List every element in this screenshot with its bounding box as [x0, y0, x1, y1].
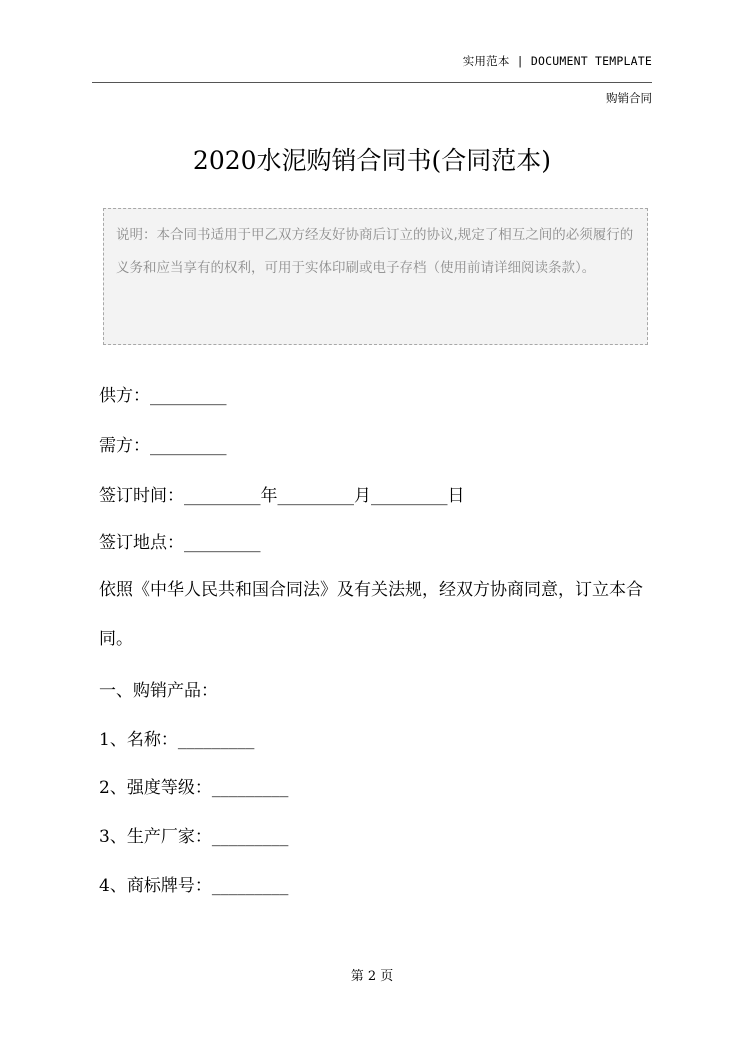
section-heading: 一、购销产品： — [99, 681, 218, 701]
header-document-type: 购销合同 — [606, 91, 652, 105]
document-title: 2020水泥购销合同书(合同范本) — [192, 146, 552, 175]
sign-time-field: 签订时间：_________年_________月_________日 — [99, 486, 465, 506]
preamble-paragraph: 依照《中华人民共和国合同法》及有关法规，经双方协商同意，订立本合同。 — [99, 580, 643, 649]
sign-place-field: 签订地点：_________ — [99, 533, 261, 553]
page-number: 第 2 页 — [350, 969, 394, 984]
item-strength-grade: 2、强度等级：_________ — [99, 778, 289, 798]
buyer-field: 需方：_________ — [99, 436, 227, 456]
header-divider — [92, 82, 652, 83]
item-manufacturer: 3、生产厂家：_________ — [99, 827, 289, 847]
header-template-label: 实用范本 | DOCUMENT TEMPLATE — [462, 54, 652, 68]
supplier-field: 供方：_________ — [99, 386, 227, 406]
item-name: 1、名称：_________ — [99, 730, 255, 750]
item-brand: 4、商标牌号：_________ — [99, 876, 289, 896]
instruction-note: 说明：本合同书适用于甲乙双方经友好协商后订立的协议,规定了相互之间的必须履行的义务和应当享有的权利，可用于实体印刷或电子存档（使用前请详细阅读条款）。 — [103, 208, 648, 345]
